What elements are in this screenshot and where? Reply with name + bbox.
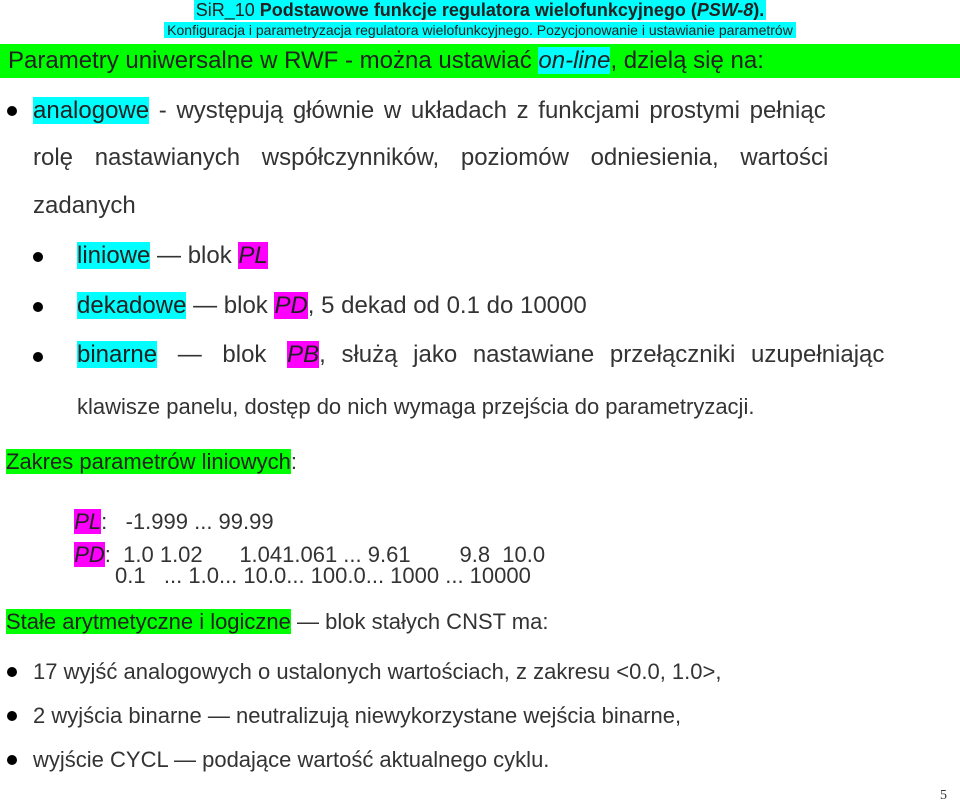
header-device: PSW-8 <box>696 0 754 20</box>
constants-item: 2 wyjścia binarne — neutralizują niewykorzystane wejścia binarne, <box>33 703 682 728</box>
bullet-icon <box>7 106 17 116</box>
header-subtitle: Konfiguracja i parametryzacja regulatora wielofunkcyjnego. Pozycjonowanie i ustawianie parametrów <box>164 22 796 38</box>
range-pd-line-2: 0.1 ... 1.0... 10.0... 100.0... 1000 ... 10000 <box>115 563 531 588</box>
header-course: SiR_10 <box>195 0 260 20</box>
header-title: Podstawowe funkcje regulatora wielofunkcyjnego ( <box>259 0 697 20</box>
sub-item-dekadowe: dekadowe — blok PD, 5 dekad od 0.1 do 10000 <box>77 292 587 319</box>
header-line-1: SiR_10 Podstawowe funkcje regulatora wielofunkcyjnego (PSW-8). <box>195 0 765 20</box>
sub-item-binarne: binarne — blok PB, służą jako nastawiane przełączniki uzupełniając <box>77 341 885 368</box>
binary-continuation: klawisze panelu, dostęp do nich wymaga przejścia do parametryzacji. <box>77 394 755 419</box>
page-number: 5 <box>940 788 947 803</box>
constants-item: wyjście CYCL — podające wartość aktualnego cyklu. <box>33 747 550 772</box>
range-pd: PD: 1.0 1.02 1.041.061 ... 9.61 9.8 10.0 <box>74 542 546 567</box>
header <box>0 0 960 44</box>
header-line-2 <box>0 21 960 39</box>
sub-item-liniowe: liniowe — blok PL <box>77 242 268 269</box>
bullet-icon <box>33 252 43 262</box>
constants-item: 17 wyjść analogowych o ustalonych wartościach, z zakresu <0.0, 1.0>, <box>33 659 722 684</box>
title-text: Parametry uniwersalne w RWF - można ustawiać <box>8 47 539 74</box>
bullet-icon <box>7 711 17 721</box>
range-pl: PL: -1.999 ... 99.99 <box>74 509 274 534</box>
title-online: on-line <box>538 47 611 74</box>
bullet-icon <box>33 352 43 362</box>
analog-line-2: rolę nastawianych współczynników, poziomów odniesienia, wartości <box>33 144 829 171</box>
analog-line-1: analogowe - występują głównie w układach z funkcjami prostymi pełniąc <box>33 97 826 124</box>
ranges-heading: Zakres parametrów liniowych: <box>6 449 297 474</box>
bullet-icon <box>33 302 43 312</box>
section-title-bar: Parametry uniwersalne w RWF - można ustawiać on-line, dzielą się na: <box>0 44 960 78</box>
term-analogowe: analogowe <box>33 97 150 124</box>
bullet-icon <box>7 667 17 677</box>
analog-line-3: zadanych <box>33 192 136 219</box>
constants-heading: Stałe arytmetyczne i logiczne — blok stałych CNST ma: <box>6 609 549 634</box>
bullet-icon <box>7 755 17 765</box>
